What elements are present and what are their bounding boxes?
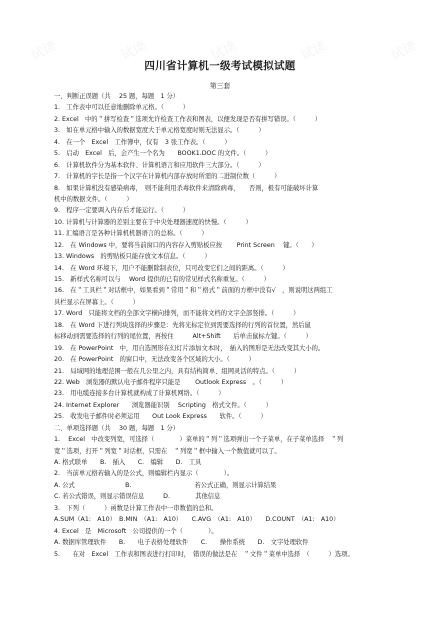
question-line: 23. 用电缆连接多台计算机就构成了计算机网络。（ ） [54,390,225,398]
answer-options: A. 格式联单 B. 插入 C. 编辑 D. 工具 [54,459,202,466]
question-line: 25. 收发电子邮件时必须运用 Out Look Express 软件。（ ） [54,413,267,421]
question-line: 4. 在一个 Excel 工作簿中，仅有 3 张工作表。（ ） [54,138,231,146]
question-body [54,91,406,560]
question-line: 21. 局域网的地理范围一般在几公里之内，具有结构简单、组网灵活的特点。（ ） [54,367,301,375]
answer-options: A. 公式 B. 若公式正确，则显示计算结果 [54,481,277,489]
question-line: 7. 计算机的字长是指一个汉字在计算机内部存放时所需的二进制位数（ ） [54,173,281,181]
question-line: 具栏显示在屏幕上。（ ） [54,298,140,306]
question-line: 20. 在 PowerPoint 的窗口中，无法改变各个区域的大小。（ ） [54,356,255,364]
question-line: 9. 程序一定要调入内存后才能运行。（ ） [54,207,190,215]
question-line: 机中的数据文件。（ ） [54,195,133,203]
question-line: 宽＂选项，打开＂列宽＂对话框，只需在 ＂列宽＂框中输入一个数值就可以了。 [54,447,281,455]
question-line: 22. Web 浏览器的默认电子邮件程序只能是 Outlook Express 。（ ） [54,378,288,386]
question-line: 6. 计算机软件分为基本软件、计算机语言和应用软件三大部分。（ ） [54,161,265,169]
question-line: 5. 在对 Excel 工作表和图表进行打印时， 错误的做法是在 ＂文件＂菜单中选择 （ ）选项。 [54,550,354,558]
question-line: 1. 工作表中可以任意地删除单元格。（ ） [54,104,190,112]
page-title: 四川省计算机一级考试模拟试题 [144,60,296,72]
question-line: 19. 在 PowerPoint 中，用自选图形在幻灯片添加文本时， 插入的图形是无法改变其大小的。 [54,344,325,352]
question-line: 24. Internet Explorer 浏览器能识别 Scripting 格式文件。（ ） [54,401,273,409]
question-line: 11. 汇编语言是各种计算机机器语言的总称。（ ） [54,230,208,238]
question-line: 8. 如果计算机没有感染病毒， 则不能利用杀毒软件来清除病毒， 否则，极有可能破坏计算 [54,184,319,192]
watermark: 试读 [118,39,149,64]
watermark: 试读 [208,39,239,64]
question-line: 10. 计算机与计算器的差别主要在于中央处理器速度的快慢。（ ） [54,218,252,226]
question-line: 14. 在 Word 环境下，用户不能删除制表位，只可改变它们之间的距离。（ ） [54,264,289,272]
section-heading: 一、判断正误题（共 25 题，每题 1 分） [54,93,180,100]
page-subtitle: 第三套 [209,82,231,90]
question-line: 2. 当前单元格若输入的是公式，则编辑栏内显示（ ）。 [54,470,234,478]
question-line: 17. Word 只能将文档的全部文字横向排列，而不能将文档的文字全部竖排。（ ） [54,310,300,318]
question-line: 3. 如在单元格中输入的数据宽度大于单元格宽度时则无法显示。（ ） [54,127,265,135]
question-line: 标移动到需要选择的行列的尾位置，再按住 Alt+Shift 后单击鼠标左键。（ ） [54,333,312,341]
answer-options: A.SUM（A1: A10） B.MIN （A1: A10） C.AVG （A1: A10） D.COUNT （A1: A10） [54,516,340,524]
question-line: 5. 启动 Excel 后，会产生一个名为 BOOK1.DOC 的文件。（ ） [54,150,272,158]
question-line: 4. Excel 是 Microsoft 公司提供的一个（ ）。 [54,527,218,535]
question-line: 2. Excel 中的＂拼写检查＂选项允许检查工作表和图表，以便发现是否有拼写错误。（ ） [54,115,322,123]
watermark: 试读 [298,39,329,64]
question-line: 12. 在 Windows 中，要将当前窗口的内容存入剪贴板应按 Print Screen 键。（ ） [54,241,318,249]
question-line: 16. 在＂工具栏＂对话框中，如果看到＂常用＂和＂格式＂前面的方框中没有√ ，则说明这两组工 [54,287,333,295]
question-line: 13. Windows 的剪贴板只能存放文本信息。（ ） [54,253,211,261]
answer-options: A. 数据库管理软件 B. 电子表格处理软件 C. 操作系统 D. 文字处理软件 [54,539,309,547]
section-heading: 二、单项选择题（共 30 题，每题 1 分） [54,424,180,432]
question-line: 15. 新样式名称可以与 Word 提供的已有的常见样式名称重复。（ ） [54,276,270,283]
question-line: 1. Excel 中改变列宽，可选择（ ）菜单的＂列＂选项弹出一个子菜单，在子菜单选择 ＂列 [54,436,344,444]
watermark: 试读 [388,39,419,64]
watermark: 试读 [28,39,59,64]
question-line: 18. 在 Word 下进行列块选择的步骤是：先将光标定位到需要选择的行列的首位置，然后鼠 [54,321,311,329]
answer-options: C. 若公式错误，则显示错误信息 D. 其他信息 [54,493,221,501]
question-line: 3. 下列（ ）函数是计算工作表中一串数值的总和。 [54,504,218,512]
